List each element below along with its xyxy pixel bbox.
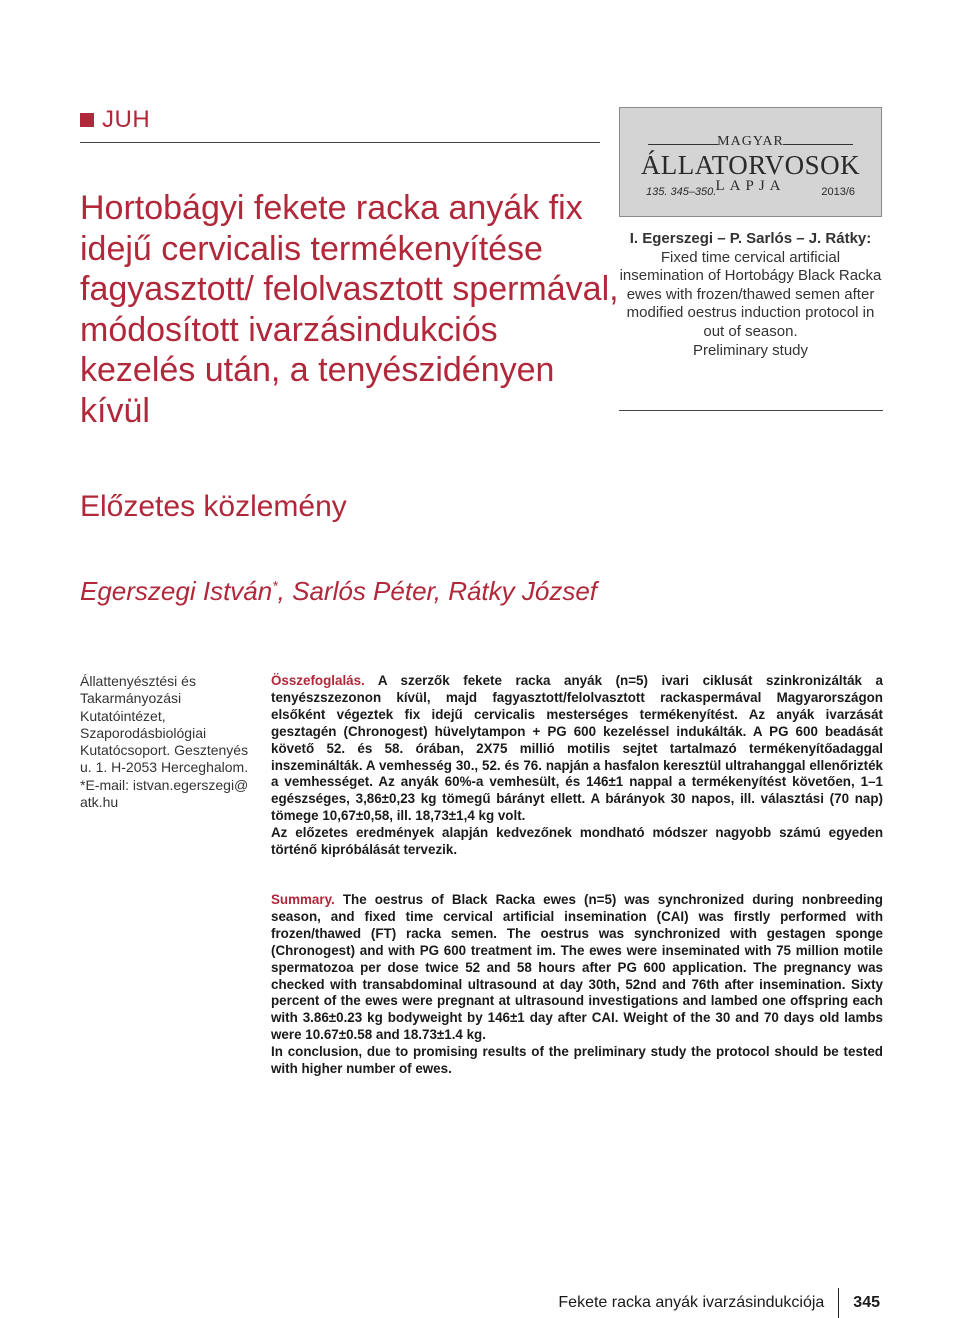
section-divider: [80, 142, 600, 143]
english-authors: I. Egerszegi – P. Sarlós – J. Rátky:: [629, 230, 872, 247]
journal-masthead: [619, 107, 882, 217]
masthead-top: MAGYAR: [717, 134, 784, 149]
author-rest: , Sarlós Péter, Rátky József: [277, 576, 598, 606]
author-list: [80, 576, 597, 607]
article-subtitle: Előzetes közlemény: [80, 490, 347, 523]
section-square-icon: [80, 113, 94, 127]
masthead-name: ÁLLATORVOSOK: [640, 150, 861, 180]
english-note: Preliminary study: [692, 341, 809, 359]
english-divider: [619, 410, 883, 411]
english-title: Fixed time cervical artificial insemination of Hortobágy Black Racka ewes with frozen/thawed semen after modified oestrus induction protocol in out of season.: [619, 248, 882, 340]
abstract-hu-label: Összefoglalás.: [271, 673, 365, 688]
affiliation: Állattenyésztési és Takarmányozási Kutatóintézet, Szaporodásbiológiai Kutatócsoport. Gesztenyés u. 1. H-2053 Herceghalom. *E-mail: istvan.egerszegi@ atk.hu: [80, 673, 249, 811]
running-title: Fekete racka anyák ivarzásindukciója: [558, 1294, 825, 1311]
section-label: JUH: [102, 106, 151, 133]
abstract-en-label: Summary.: [271, 892, 335, 907]
abstract-hu-text: A szerzők fekete racka anyák (n=5) ivari ciklusát szinkronizálták a tenyészszezonon kívül, majd fagyasztott/felolvasztott rackaspermával Magyarországon elsőként végeztek fix idejű cervicalis mesterséges termékenyítést. Az anyák ivarzását gesztagén (Chronogest) hüvelytampon + PG 600 kezeléssel indukálták. A PG 600 beadását követő 52. és 58. órában, 2X75 millió motilis sejtet tartalmazó termékenyítőadaggal inszeminálták. A vemhesség 30., 52. és 76. napján a hasfalon keresztül ultrahanggal ellenőrizték a vemhességet. Az anyák 60%-a vemhesült, és 146±1 nappal a termékenyítést követően, 1–1 egészséges, 3,86±0,23 kg tömegű bárányt ellett. A bárányok 30 napos, ill. választási (70 nap) tömege 10,67±0,58, ill. 18,73±1,4 kg volt.: [271, 673, 883, 824]
abstract-english: [271, 892, 883, 1078]
abstract-en-text: The oestrus of Black Racka ewes (n=5) was synchronized during nonbreeding season, and fixed time cervical artificial insemination (CAI) was firstly performed with frozen/thawed (FT) racka semen. The oestrus was synchronized with gestagen sponge (Chronogest) and with PG 600 treatment im. The ewes were inseminated with 75 million motile spermatozoa per dose twice 52 and 58 hours after PG 600 application. The pregnancy was checked with transabdominal ultrasound at day 30th, 52nd and 76th after insemination. Sixty percent of the ewes were pregnant at ultrasound investigations and lambed one offspring each with 3.86±0.23 kg bodyweight by 146±1 day after CAI. Weight of the 30 and 70 days old lambs were 10.67±0.58 and 18.73±1.4 kg.: [271, 892, 883, 1043]
english-summary-panel: [619, 230, 882, 360]
masthead-issue: 2013/6: [821, 186, 855, 198]
page-number: 345: [853, 1294, 880, 1311]
article-title: Hortobágyi fekete racka anyák fix idejű cervicalis termékenyítése fagyasztott/ felolvasztott spermával, módosított ivarzásindukciós kezelés után, a tenyészidényen kívül: [80, 189, 619, 430]
abstract-en-conclusion: In conclusion, due to promising results of the preliminary study the protocol should be tested with higher number of ewes.: [271, 1044, 883, 1077]
abstract-hu-body: [271, 673, 883, 825]
section-tag: [80, 106, 150, 134]
abstract-en-body: [271, 892, 883, 1044]
abstract-hungarian: [271, 673, 883, 859]
abstract-hu-conclusion: Az előzetes eredmények alapján kedvezőnek mondható módszer nagyobb számú egyeden történő kipróbálását tervezik.: [271, 825, 883, 858]
corresponding-mark: *: [272, 577, 278, 594]
masthead-volume: 135. 345–350.: [646, 186, 717, 198]
author-first: Egerszegi István: [80, 576, 273, 606]
masthead-sub: LAPJA: [715, 178, 786, 194]
